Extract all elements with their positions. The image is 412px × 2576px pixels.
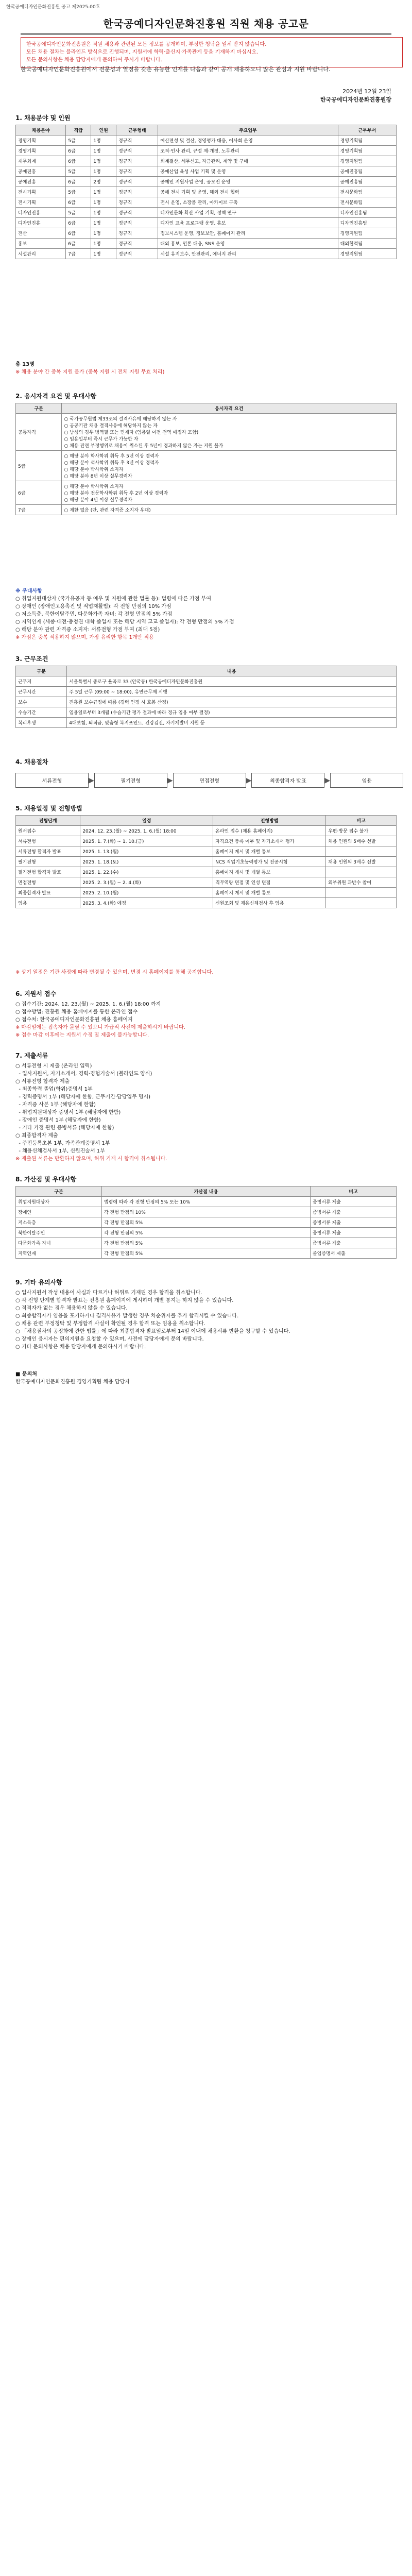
table-cell: 1명: [91, 218, 116, 228]
table-cell: 증빙서류 제출: [310, 1207, 396, 1217]
notice-line: 모든 문의사항은 채용 담당자에게 문의하여 주시기 바랍니다.: [26, 57, 162, 63]
table-cell: 각 전형 만점의 5%: [102, 1228, 311, 1238]
table-header-cell: 가산점 내용: [102, 1187, 311, 1197]
table-row: [16, 239, 397, 249]
table-row: [16, 218, 397, 228]
table-cell: 2024. 12. 23.(월) ~ 2025. 1. 6.(월) 18:00: [80, 826, 213, 836]
conditions-table: [15, 666, 397, 728]
table-cell: 회계결산, 세무신고, 자금관리, 계약 및 구매: [158, 156, 338, 166]
table-cell: 저소득층: [16, 1217, 102, 1228]
table-cell: 2025. 1. 7.(화) ~ 1. 10.(금): [80, 836, 213, 846]
section-title-qualifications: 2. 응시자격 요건 및 우대사항: [15, 393, 97, 400]
table-cell: 채용 인원의 5배수 선발: [326, 836, 397, 846]
table-cell: 정보시스템 운영, 정보보안, 홈페이지 관리: [158, 228, 338, 239]
table-header-cell: 근무부서: [338, 125, 396, 135]
title-area: [21, 15, 391, 35]
table-cell: 전시 운영, 소장품 관리, 아카이브 구축: [158, 197, 338, 208]
table-cell: 2명: [91, 177, 116, 187]
table-cell: 온라인 접수 (채용 홈페이지): [213, 826, 326, 836]
notice-line: 한국공예디자인문화진흥원은 직원 채용과 관련된 모든 정보를 공개하며, 부정한 청탁을 일체 받지 않습니다.: [26, 42, 267, 47]
table-header-cell: 일정: [80, 816, 213, 826]
section-title-documents: 7. 제출서류: [15, 1052, 48, 1059]
table-cell: 외부위원 과반수 참여: [326, 877, 397, 888]
contact-text: 한국공예디자인문화진흥원 경영기획팀 채용 담당자: [15, 1379, 130, 1385]
text-line: - 장애인 증명서 1부 (해당자에 한함): [15, 1117, 101, 1123]
table-cell: 정규직: [116, 239, 158, 249]
process-flow: [15, 773, 397, 788]
table-cell: 6급: [66, 156, 91, 166]
process-step: 서류전형: [15, 773, 89, 788]
preference-item: ○ 해당 분야 관련 자격증 소지자: 서류전형 가점 부여 (최대 5점): [15, 627, 160, 633]
text-line: - 자격증 사본 1부 (해당자에 한함): [15, 1102, 96, 1108]
table-cell: 4대보험, 퇴직금, 맞춤형 복지포인트, 건강검진, 자기계발비 지원 등: [67, 718, 397, 728]
table-cell: 전시기획: [16, 187, 66, 197]
organization-name: 한국공예디자인문화진흥원장: [320, 96, 391, 103]
table-cell: 장애인: [16, 1207, 102, 1217]
table-cell: 1명: [91, 156, 116, 166]
table-cell: 디자인 교육 프로그램 운영, 홍보: [158, 218, 338, 228]
title-divider: [21, 33, 391, 35]
table-header-cell: 내용: [67, 666, 397, 676]
table-cell: 지역인재: [16, 1248, 102, 1259]
table-cell: 공예진흥: [16, 177, 66, 187]
text-line: ○ 기타 문의사항은 채용 담당자에게 문의하시기 바랍니다.: [15, 1344, 146, 1350]
table-cell: 증빙서류 제출: [310, 1217, 396, 1228]
table-cell: 임용일로부터 3개월 (수습기간 평가 결과에 따라 정규 임용 여부 결정): [67, 707, 397, 718]
text-line: ○ 접수방법: 진흥원 채용 홈페이지를 통한 온라인 접수: [15, 1009, 138, 1015]
table-row: [16, 687, 397, 697]
preferences-title: ※ 우대사항: [15, 588, 42, 594]
table-cell: 경영기획팀: [338, 146, 396, 156]
table-cell: 공예진흥팀: [338, 166, 396, 177]
section-title-application: 6. 지원서 접수: [15, 990, 57, 997]
table-header-cell: 근무형태: [116, 125, 158, 135]
table-cell: 6급: [66, 218, 91, 228]
table-cell: 전시문화팀: [338, 197, 396, 208]
table-cell: [326, 888, 397, 898]
table-cell: 5급: [66, 187, 91, 197]
text-line: ○ 적격자가 없는 경우 채용하지 않을 수 있습니다.: [15, 1306, 128, 1311]
table-cell: 6급: [16, 481, 62, 505]
table-cell: [326, 867, 397, 877]
table-cell: 채용 인원의 3배수 선발: [326, 857, 397, 867]
positions-note: ※ 채용 분야 간 중복 지원 불가 (중복 지원 시 전체 지원 무효 처리): [15, 369, 165, 375]
table-cell: 1명: [91, 197, 116, 208]
table-cell: 1명: [91, 135, 116, 146]
table-cell: 경영기획: [16, 135, 66, 146]
table-cell: 전산: [16, 228, 66, 239]
notes-block: [15, 1289, 397, 1351]
table-cell: 1명: [91, 146, 116, 156]
table-cell: 2025. 1. 18.(토): [80, 857, 213, 867]
table-cell: 진흥원 보수규정에 따름 (경력 인정 시 호봉 산정): [67, 697, 397, 707]
table-row: [16, 187, 397, 197]
table-cell: 5급: [16, 451, 62, 481]
positions-total: 총 13명: [15, 362, 35, 367]
table-cell: 공예인 지원사업 운영, 공모전 운영: [158, 177, 338, 187]
table-cell: 근무지: [16, 676, 67, 687]
table-cell: 디자인진흥팀: [338, 208, 396, 218]
table-cell: 홈페이지 게시 및 개별 통보: [213, 888, 326, 898]
table-row: [16, 228, 397, 239]
application-block: [15, 1001, 397, 1039]
table-cell: 공예진흥: [16, 166, 66, 177]
text-line: - 채용신체검사서 1부, 신원진술서 1부: [15, 1148, 105, 1154]
table-row: [16, 1238, 397, 1248]
positions-table: [15, 125, 397, 259]
table-cell: 자격요건 충족 여부 및 자기소개서 평가: [213, 836, 326, 846]
table-cell: 6급: [66, 197, 91, 208]
table-cell: 필기전형 합격자 발표: [16, 867, 80, 877]
table-cell: 시설 유지보수, 안전관리, 에너지 관리: [158, 249, 338, 259]
contact-title: ■ 문의처: [15, 1371, 37, 1377]
table-cell: 경영지원팀: [338, 228, 396, 239]
section-title-process: 4. 채용절차: [15, 758, 48, 766]
table-row: [16, 505, 397, 515]
table-cell: 7급: [66, 249, 91, 259]
table-cell: 근무시간: [16, 687, 67, 697]
table-cell: 경영지원팀: [338, 156, 396, 166]
table-cell: 서류전형: [16, 836, 80, 846]
table-cell: 법령에 따라 각 전형 만점의 5% 또는 10%: [102, 1197, 311, 1207]
table-cell: 1명: [91, 228, 116, 239]
table-cell: 정규직: [116, 156, 158, 166]
table-row: [16, 1228, 397, 1238]
table-cell: ○ 국가공무원법 제33조의 결격사유에 해당하지 않는 자 ○ 공공기관 채용 결격사유에 해당하지 않는 자 ○ 남성의 경우 병역필 또는 면제자 (임용일 이전 전역 예정자 포함) ○ 임용일부터 즉시 근무가 가능한 자 ○ 채용 관련 부정행위로 채용이 취소된 후 5년이 경과하지 않은 자는 지원 불가: [62, 414, 397, 451]
schedule-note: ※ 상기 일정은 기관 사정에 따라 변경될 수 있으며, 변경 시 홈페이지를 통해 공지합니다.: [15, 970, 214, 975]
table-cell: 6급: [66, 239, 91, 249]
table-cell: 정규직: [116, 187, 158, 197]
arrow-right-icon: ▶: [89, 776, 94, 785]
table-cell: 직무역량 면접 및 인성 면접: [213, 877, 326, 888]
text-line: - 입사지원서, 자기소개서, 경력·경험기술서 (블라인드 양식): [15, 1071, 152, 1077]
table-cell: 대외 홍보, 언론 대응, SNS 운영: [158, 239, 338, 249]
table-row: [16, 826, 397, 836]
table-cell: 재무회계: [16, 156, 66, 166]
table-cell: [326, 846, 397, 857]
table-row: [16, 836, 397, 846]
table-cell: 정규직: [116, 135, 158, 146]
section-title-schedule: 5. 채용일정 및 전형방법: [15, 805, 82, 812]
table-cell: 5급: [66, 166, 91, 177]
table-cell: 임용: [16, 898, 80, 908]
notice-line: 모든 채용 절차는 블라인드 방식으로 진행되며, 지원서에 학력·출신지·가족관계 등을 기재하지 마십시오.: [26, 49, 259, 55]
table-row: [16, 414, 397, 451]
table-cell: 공예진흥팀: [338, 177, 396, 187]
process-step: 면접전형: [173, 773, 246, 788]
text-line: - 기타 가점 관련 증빙서류 (해당자에 한함): [15, 1125, 114, 1131]
preferences-block: [15, 587, 397, 641]
process-step: 필기전형: [94, 773, 167, 788]
table-cell: 홈페이지 게시 및 개별 통보: [213, 867, 326, 877]
table-cell: 1명: [91, 166, 116, 177]
text-line: ○ 채용 관련 부정청탁 및 부정합격 사실이 확인될 경우 합격 또는 임용을 취소합니다.: [15, 1321, 205, 1327]
table-cell: 복리후생: [16, 718, 67, 728]
table-cell: 졸업증명서 제출: [310, 1248, 396, 1259]
table-cell: 전시문화팀: [338, 187, 396, 197]
table-cell: 서울특별시 종로구 율곡로 33 (안국동) 한국공예디자인문화진흥원: [67, 676, 397, 687]
text-line: ※ 제출된 서류는 반환하지 않으며, 허위 기재 시 합격이 취소됩니다.: [15, 1156, 167, 1162]
text-line: ※ 접수 마감 이후에는 지원서 수정 및 제출이 불가능합니다.: [15, 1032, 149, 1038]
table-cell: 시설관리: [16, 249, 66, 259]
section-title-positions: 1. 채용분야 및 인원: [15, 114, 71, 122]
table-row: [16, 1248, 397, 1259]
table-cell: 다문화가족 자녀: [16, 1238, 102, 1248]
schedule-table: [15, 815, 397, 908]
table-cell: 수습기간: [16, 707, 67, 718]
table-header-cell: 응시자격 요건: [62, 403, 397, 414]
table-row: [16, 898, 397, 908]
table-cell: 서류전형 합격자 발표: [16, 846, 80, 857]
table-row: [16, 707, 397, 718]
table-row: [16, 888, 397, 898]
table-cell: 원서접수: [16, 826, 80, 836]
table-cell: 6급: [66, 146, 91, 156]
table-row: [16, 1197, 397, 1207]
table-row: [16, 676, 397, 687]
documents-block: [15, 1062, 397, 1163]
table-cell: 각 전형 만점의 5%: [102, 1217, 311, 1228]
table-row: [16, 481, 397, 505]
text-line: - 주민등록초본 1부, 가족관계증명서 1부: [15, 1141, 110, 1146]
table-header-row: [16, 666, 397, 676]
text-line: - 취업지원대상자 증명서 1부 (해당자에 한함): [15, 1110, 121, 1115]
table-header-cell: 전형단계: [16, 816, 80, 826]
table-cell: 증빙서류 제출: [310, 1197, 396, 1207]
table-header-cell: 구분: [16, 1187, 102, 1197]
table-cell: 전시기획: [16, 197, 66, 208]
notice-box: [21, 37, 403, 67]
table-cell: 경영기획: [16, 146, 66, 156]
table-header-row: [16, 1187, 397, 1197]
table-cell: 주 5일 근무 (09:00 ~ 18:00), 유연근무제 시행: [67, 687, 397, 697]
arrow-right-icon: ▶: [167, 776, 173, 785]
process-step: 최종합격자 발표: [251, 773, 324, 788]
intro-text: 한국공예디자인문화진흥원에서 전문성과 열정을 갖춘 유능한 인재를 다음과 같이 공개 채용하오니 많은 관심과 지원 바랍니다.: [21, 66, 331, 73]
document-reference: 한국공예디자인문화진흥원 공고 제2025-00호: [6, 5, 100, 10]
table-cell: 1명: [91, 239, 116, 249]
table-header-row: [16, 816, 397, 826]
table-cell: 5급: [66, 135, 91, 146]
section-title-conditions: 3. 근무조건: [15, 655, 48, 663]
table-cell: 각 전형 만점의 10%: [102, 1207, 311, 1217]
arrow-right-icon: ▶: [324, 776, 331, 785]
table-cell: 6급: [66, 177, 91, 187]
table-cell: ○ 제한 없음 (단, 관련 자격증 소지자 우대): [62, 505, 397, 515]
table-cell: 2025. 2. 10.(월): [80, 888, 213, 898]
table-cell: 최종합격자 발표: [16, 888, 80, 898]
table-cell: 정규직: [116, 218, 158, 228]
table-row: [16, 146, 397, 156]
text-line: ○ 접수처: 한국공예디자인문화진흥원 채용 홈페이지: [15, 1017, 133, 1023]
table-cell: 공통자격: [16, 414, 62, 451]
text-line: ○ 각 전형 단계별 합격자 발표는 진흥원 홈페이지에 게시하며 개별 통지는 하지 않을 수 있습니다.: [15, 1298, 234, 1303]
table-cell: 2025. 2. 3.(월) ~ 2. 4.(화): [80, 877, 213, 888]
table-cell: 정규직: [116, 228, 158, 239]
table-cell: 공예산업 육성 사업 기획 및 운영: [158, 166, 338, 177]
table-cell: 디자인문화 확산 사업 기획, 정책 연구: [158, 208, 338, 218]
table-cell: 공예 전시 기획 및 운영, 해외 전시 협력: [158, 187, 338, 197]
table-cell: 5급: [66, 208, 91, 218]
table-row: [16, 249, 397, 259]
text-line: ○ 서류전형 시 제출 (온라인 입력): [15, 1063, 92, 1069]
table-row: [16, 166, 397, 177]
qualifications-table: [15, 403, 397, 515]
contact-block: [15, 1370, 397, 1386]
table-cell: 정규직: [116, 197, 158, 208]
table-header-cell: 비고: [310, 1187, 396, 1197]
table-cell: 정규직: [116, 177, 158, 187]
table-cell: 신원조회 및 채용신체검사 후 임용: [213, 898, 326, 908]
table-cell: ○ 해당 분야 학사학위 소지자 ○ 해당 분야 전문학사학위 취득 후 2년 이상 경력자 ○ 해당 분야 4년 이상 실무경력자: [62, 481, 397, 505]
table-header-cell: 인원: [91, 125, 116, 135]
table-header-cell: 구분: [16, 403, 62, 414]
preference-item: ○ 취업지원대상자 (국가유공자 등 예우 및 지원에 관한 법률 등): 법령에 따른 가점 부여: [15, 596, 212, 602]
preference-item: ○ 장애인 (장애인고용촉진 및 직업재활법): 각 전형 만점의 10% 가점: [15, 604, 171, 609]
table-cell: 홈페이지 게시 및 개별 통보: [213, 846, 326, 857]
table-cell: 정규직: [116, 146, 158, 156]
table-cell: 대외협력팀: [338, 239, 396, 249]
table-header-cell: 전형방법: [213, 816, 326, 826]
text-line: - 경력증명서 1부 (해당자에 한함, 근무기간·담당업무 명시): [15, 1094, 151, 1100]
table-cell: [326, 898, 397, 908]
table-row: [16, 1217, 397, 1228]
table-cell: NCS 직업기초능력평가 및 전공시험: [213, 857, 326, 867]
table-cell: 예산편성 및 결산, 경영평가 대응, 이사회 운영: [158, 135, 338, 146]
preference-item: ○ 지역인재 (세종·대전·충청권 대학 졸업자 또는 해당 지역 고교 졸업자): 각 전형 만점의 5% 가점: [15, 619, 234, 625]
table-header-row: [16, 403, 397, 414]
table-cell: 2025. 3. 4.(화) 예정: [80, 898, 213, 908]
table-cell: 디자인진흥: [16, 208, 66, 218]
text-line: ○ 최종합격자가 임용을 포기하거나 결격사유가 발생한 경우 차순위자를 추가 합격시킬 수 있습니다.: [15, 1313, 239, 1319]
text-line: ○ 최종합격자 제출: [15, 1133, 58, 1139]
table-header-cell: 직급: [66, 125, 91, 135]
page-title: 한국공예디자인문화진흥원 직원 채용 공고문: [103, 18, 309, 30]
bonus-table: [15, 1186, 397, 1259]
table-cell: 1명: [91, 187, 116, 197]
text-line: ※ 마감일에는 접속자가 몰릴 수 있으니 가급적 사전에 제출하시기 바랍니다.: [15, 1025, 185, 1030]
table-cell: 보수: [16, 697, 67, 707]
preference-item: ※ 가점은 중복 적용하지 않으며, 가장 유리한 항목 1개만 적용: [15, 635, 154, 640]
table-cell: 정규직: [116, 208, 158, 218]
table-row: [16, 718, 397, 728]
date-org-block: [320, 88, 391, 104]
table-row: [16, 208, 397, 218]
section-title-notes: 9. 기타 유의사항: [15, 1279, 62, 1286]
table-row: [16, 135, 397, 146]
arrow-right-icon: ▶: [246, 776, 252, 785]
table-row: [16, 846, 397, 857]
table-cell: 우편·방문 접수 불가: [326, 826, 397, 836]
table-cell: 2025. 1. 13.(월): [80, 846, 213, 857]
table-cell: 면접전형: [16, 877, 80, 888]
table-cell: 7급: [16, 505, 62, 515]
table-cell: 2025. 1. 22.(수): [80, 867, 213, 877]
table-cell: 증빙서류 제출: [310, 1238, 396, 1248]
table-header-row: [16, 125, 397, 135]
table-header-cell: 비고: [326, 816, 397, 826]
table-cell: 취업지원대상자: [16, 1197, 102, 1207]
table-row: [16, 697, 397, 707]
table-cell: 정규직: [116, 166, 158, 177]
table-cell: 홍보: [16, 239, 66, 249]
table-row: [16, 177, 397, 187]
text-line: - 최종학력 졸업(학위)증명서 1부: [15, 1087, 93, 1092]
section-title-bonus: 8. 가산점 및 우대사항: [15, 1176, 77, 1183]
table-cell: 1명: [91, 249, 116, 259]
table-cell: 6급: [66, 228, 91, 239]
text-line: ○ 장애인 응시자는 편의지원을 요청할 수 있으며, 사전에 담당자에게 문의 바랍니다.: [15, 1336, 204, 1342]
table-cell: 디자인진흥팀: [338, 218, 396, 228]
table-row: [16, 156, 397, 166]
text-line: ○ 서류전형 합격자 제출: [15, 1079, 70, 1084]
table-cell: 각 전형 만점의 5%: [102, 1248, 311, 1259]
announcement-date: 2024년 12월 23일: [342, 88, 391, 95]
preference-item: ○ 저소득층, 북한이탈주민, 다문화가족 자녀: 각 전형 만점의 5% 가점: [15, 612, 173, 617]
table-cell: 북한이탈주민: [16, 1228, 102, 1238]
table-cell: 경영지원팀: [338, 249, 396, 259]
table-cell: 필기전형: [16, 857, 80, 867]
table-cell: 정규직: [116, 249, 158, 259]
table-row: [16, 451, 397, 481]
table-cell: 경영기획팀: [338, 135, 396, 146]
table-cell: ○ 해당 분야 학사학위 취득 후 5년 이상 경력자 ○ 해당 분야 석사학위 취득 후 3년 이상 경력자 ○ 해당 분야 박사학위 소지자 ○ 해당 분야 8년 이상 실무경력자: [62, 451, 397, 481]
table-header-cell: 주요업무: [158, 125, 338, 135]
table-header-cell: 채용분야: [16, 125, 66, 135]
text-line: ○ 입사지원서 작성 내용이 사실과 다르거나 허위로 기재된 경우 합격을 취소합니다.: [15, 1290, 202, 1296]
table-cell: 1명: [91, 208, 116, 218]
table-header-cell: 구분: [16, 666, 67, 676]
table-row: [16, 877, 397, 888]
positions-total-block: [15, 361, 397, 376]
table-cell: 증빙서류 제출: [310, 1228, 396, 1238]
table-row: [16, 197, 397, 208]
table-row: [16, 1207, 397, 1217]
table-row: [16, 867, 397, 877]
text-line: ○ 「채용절차의 공정화에 관한 법률」에 따라 최종합격자 발표일로부터 14일 이내에 채용서류 반환을 청구할 수 있습니다.: [15, 1329, 290, 1334]
table-cell: 디자인진흥: [16, 218, 66, 228]
table-cell: 각 전형 만점의 5%: [102, 1238, 311, 1248]
text-line: ○ 접수기간: 2024. 12. 23.(월) ~ 2025. 1. 6.(월) 18:00 까지: [15, 1002, 161, 1007]
process-step: 임용: [330, 773, 403, 788]
table-cell: 조직·인사 관리, 규정 제·개정, 노무관리: [158, 146, 338, 156]
table-row: [16, 857, 397, 867]
